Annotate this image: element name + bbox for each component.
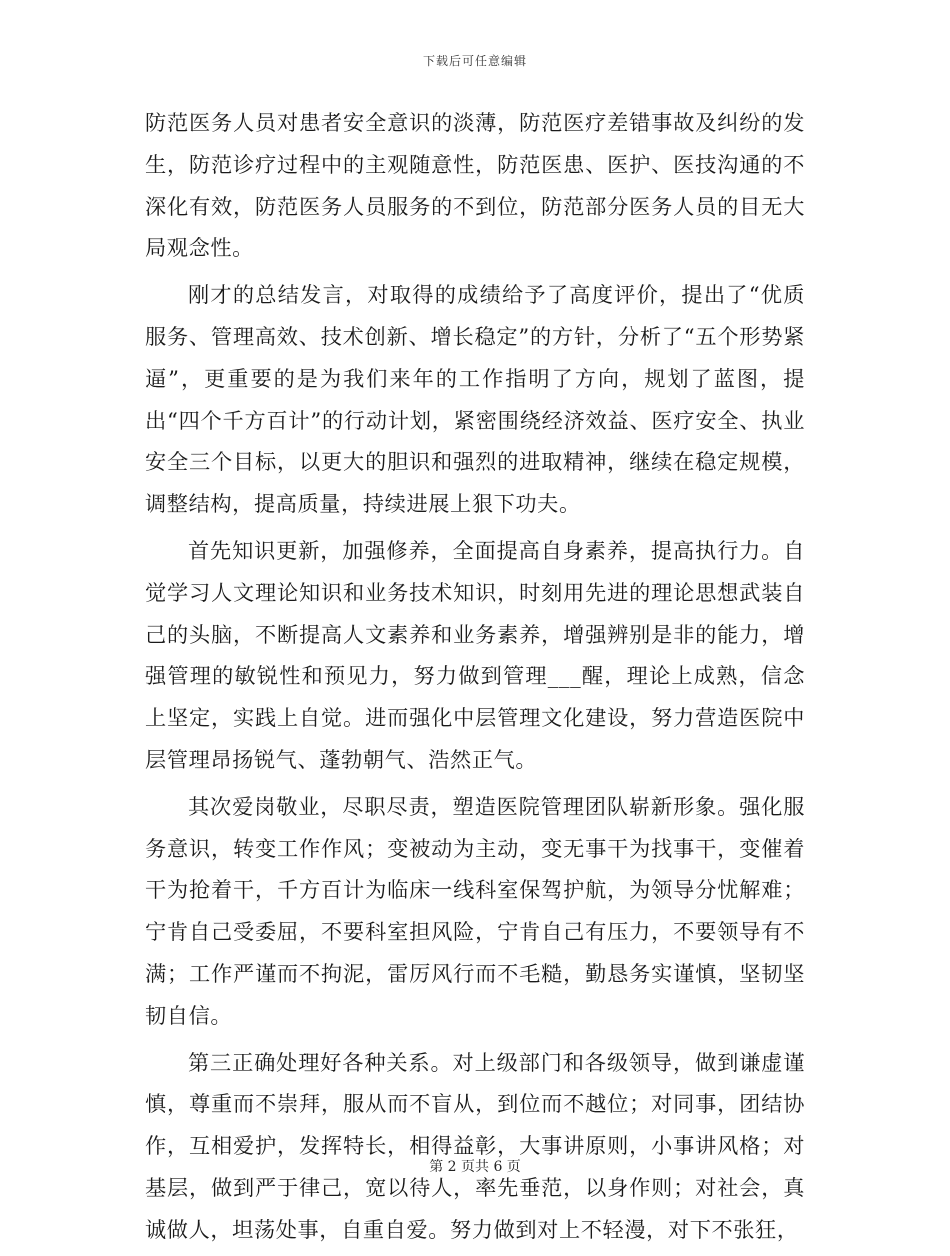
paragraph-4: 其次爱岗敬业，尽职尽责，塑造医院管理团队崭新形象。强化服务意识，转变工作作风；变被动为主动，变无事干为找事干，变催着干为抢着干，千方百计为临床一线科室保驾护航，为领导分忧解难；宁肯自己受委屈，不要科室担风险，宁肯自己有压力，不要领导有不满；工作严谨而不拘泥，雷厉风行而不毛糙，勤恳务实谨慎，坚韧坚韧自信。 — [145, 793, 805, 1028]
page-number: 第 2 页共 6 页 — [429, 1159, 521, 1175]
paragraph-1: 防范医务人员对患者安全意识的淡薄，防范医疗差错事故及纠纷的发生，防范诊疗过程中的主观随意性，防范医患、医护、医技沟通的不深化有效，防范医务人员服务的不到位，防范部分医务人员的目无大局观念性。 — [145, 110, 805, 261]
paragraph-2: 刚才的总结发言，对取得的成绩给予了高度评价，提出了“优质服务、管理高效、技术创新、增长稳定”的方针，分析了“五个形势紧逼”，更重要的是为我们来年的工作指明了方向，规划了蓝图，提出“四个千方百计”的行动计划，紧密围绕经济效益、医疗安全、执业安全三个目标，以更大的胆识和强烈的进取精神，继续在稳定规模，调整结构，提高质量，持续进展上狠下功夫。 — [145, 282, 805, 517]
page-header: 下载后可任意编辑 — [422, 54, 527, 68]
paragraph-3: 首先知识更新，加强修养，全面提高自身素养，提高执行力。自觉学习人文理论知识和业务技术知识，时刻用先进的理论思想武装自己的头脑，不断提高人文素养和业务素养，增强辨别是非的能力，增强管理的敏锐性和预见力，努力做到管理___醒，理论上成熟，信念上坚定，实践上自觉。进而强化中层管理文化建设，努力营造医院中层管理昂扬锐气、蓬勃朝气、浩然正气。 — [145, 537, 805, 772]
paragraph-5: 第三正确处理好各种关系。对上级部门和各级领导，做到谦虚谨慎，尊重而不崇拜，服从而不盲从，到位而不越位；对同事，团结协作，互相爱护，发挥特长，相得益彰，大事讲原则，小事讲风格；对基层，做到严于律己，宽以待人，率先垂范，以身作则；对社会，真诚做人，坦荡处事，自重自爱。努力做到对上不轻漫，对下不张狂， — [145, 1049, 805, 1242]
document-body — [145, 102, 805, 1256]
